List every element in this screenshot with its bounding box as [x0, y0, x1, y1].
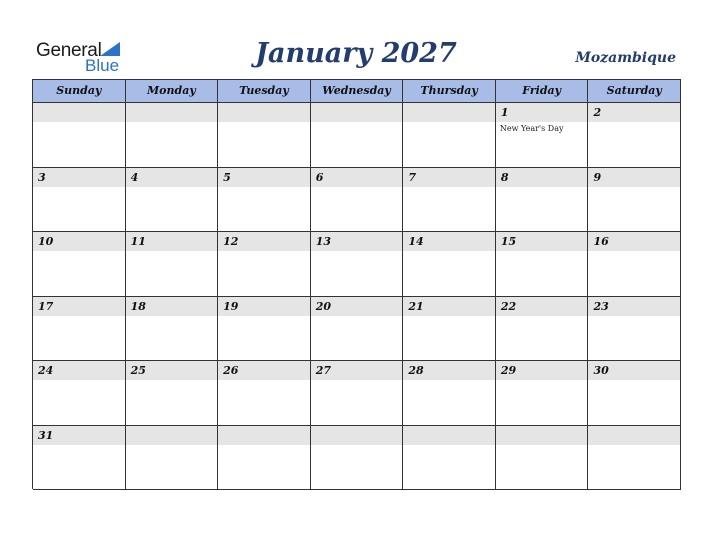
- day-number: 7: [408, 170, 416, 184]
- day-number: 31: [38, 428, 54, 442]
- day-cell: [311, 361, 404, 426]
- day-cell: [218, 232, 311, 297]
- day-number: 20: [315, 299, 332, 313]
- day-cell: [218, 426, 311, 491]
- day-number: 12: [223, 235, 239, 248]
- day-number-band: [33, 168, 125, 187]
- country-label: Mozambique: [575, 50, 676, 66]
- calendar-week-row: [33, 168, 681, 233]
- day-number: 11: [130, 235, 146, 248]
- day-cell: [588, 426, 681, 491]
- day-number: 16: [593, 235, 609, 248]
- day-cell: [311, 103, 404, 168]
- day-number: 3: [38, 170, 46, 184]
- day-number-band: [126, 168, 218, 187]
- calendar-week-row: [33, 426, 681, 491]
- day-cell: [33, 426, 126, 491]
- day-cell: [496, 103, 589, 168]
- logo-word-general: General: [36, 40, 102, 61]
- day-number-band: [311, 103, 403, 122]
- day-cell: [126, 361, 219, 426]
- day-number: 22: [500, 299, 517, 313]
- day-cell: [218, 361, 311, 426]
- day-number: 18: [130, 299, 146, 313]
- day-number-band: [588, 103, 680, 122]
- day-number: 15: [500, 235, 517, 248]
- weekday-wednesday: Wednesday: [311, 80, 404, 103]
- weekday-tuesday: Tuesday: [218, 80, 311, 103]
- day-cell: [218, 103, 311, 168]
- day-number: 1: [500, 106, 509, 119]
- logo-word-blue: Blue: [85, 56, 120, 75]
- day-cell: [588, 168, 681, 233]
- day-number: 23: [593, 299, 609, 313]
- day-number-band: [403, 426, 495, 445]
- day-cell: [33, 232, 126, 297]
- day-number: 29: [500, 364, 517, 377]
- day-number: 24: [38, 364, 54, 377]
- holiday-label: New Year's Day: [499, 124, 564, 133]
- day-cell: [311, 168, 404, 233]
- day-number: 21: [408, 299, 424, 313]
- day-cell: [588, 297, 681, 362]
- day-number-band: [311, 168, 403, 187]
- day-cell: [126, 168, 219, 233]
- day-cell: [126, 232, 219, 297]
- day-cell: [33, 168, 126, 233]
- day-cell: [496, 232, 589, 297]
- day-cell: [33, 297, 126, 362]
- day-cell: [403, 103, 496, 168]
- day-cell: [403, 426, 496, 491]
- day-number: 19: [223, 299, 239, 313]
- calendar-grid: [32, 79, 681, 489]
- weekday-thursday: Thursday: [403, 80, 496, 103]
- day-cell: [126, 426, 219, 491]
- day-cell: [403, 232, 496, 297]
- day-number: 2: [593, 106, 602, 119]
- day-number-band: [496, 168, 588, 187]
- day-cell: [403, 361, 496, 426]
- day-cell: [33, 103, 126, 168]
- day-number: 25: [130, 364, 146, 377]
- day-number-band: [403, 103, 495, 122]
- day-number: 5: [223, 170, 231, 184]
- day-cell: [496, 297, 589, 362]
- day-number: 27: [315, 364, 332, 377]
- day-cell: [588, 361, 681, 426]
- day-number: 14: [408, 235, 424, 248]
- day-number: 28: [408, 364, 424, 377]
- day-cell: [496, 426, 589, 491]
- day-cell: [218, 297, 311, 362]
- calendar-week-row: [33, 232, 681, 297]
- day-cell: [33, 361, 126, 426]
- weekday-sunday: Sunday: [33, 80, 126, 103]
- day-number: 30: [593, 364, 609, 377]
- day-cell: [126, 297, 219, 362]
- weekday-monday: Monday: [126, 80, 219, 103]
- day-cell: [588, 232, 681, 297]
- day-number-band: [126, 426, 218, 445]
- day-number-band: [126, 103, 218, 122]
- day-number: 8: [500, 170, 509, 184]
- day-number-band: [403, 168, 495, 187]
- day-cell: [311, 426, 404, 491]
- day-cell: [496, 361, 589, 426]
- day-number-band: [496, 426, 588, 445]
- weekday-header-row: [33, 80, 681, 103]
- calendar-week-row: [33, 297, 681, 362]
- day-number: 9: [593, 170, 602, 184]
- day-number-band: [33, 103, 125, 122]
- day-number-band: [496, 103, 588, 122]
- day-cell: [311, 232, 404, 297]
- weekday-friday: Friday: [496, 80, 589, 103]
- calendar-weeks: [33, 103, 681, 490]
- day-number-band: [588, 426, 680, 445]
- day-number-band: [218, 103, 310, 122]
- day-number: 17: [38, 299, 54, 313]
- day-number: 6: [315, 170, 324, 184]
- weekday-saturday: Saturday: [588, 80, 681, 103]
- day-cell: [311, 297, 404, 362]
- day-number-band: [218, 168, 310, 187]
- day-cell: [588, 103, 681, 168]
- day-number: 26: [223, 364, 239, 377]
- day-cell: [403, 168, 496, 233]
- day-number-band: [311, 426, 403, 445]
- day-number: 10: [38, 235, 54, 248]
- day-cell: [218, 168, 311, 233]
- day-number: 13: [315, 235, 332, 248]
- day-number-band: [588, 168, 680, 187]
- day-cell: [496, 168, 589, 233]
- calendar-title: January 2027: [255, 38, 457, 69]
- calendar-week-row: [33, 103, 681, 168]
- day-number: 4: [130, 170, 139, 184]
- day-number-band: [218, 426, 310, 445]
- calendar-week-row: [33, 361, 681, 426]
- day-cell: [126, 103, 219, 168]
- day-cell: [403, 297, 496, 362]
